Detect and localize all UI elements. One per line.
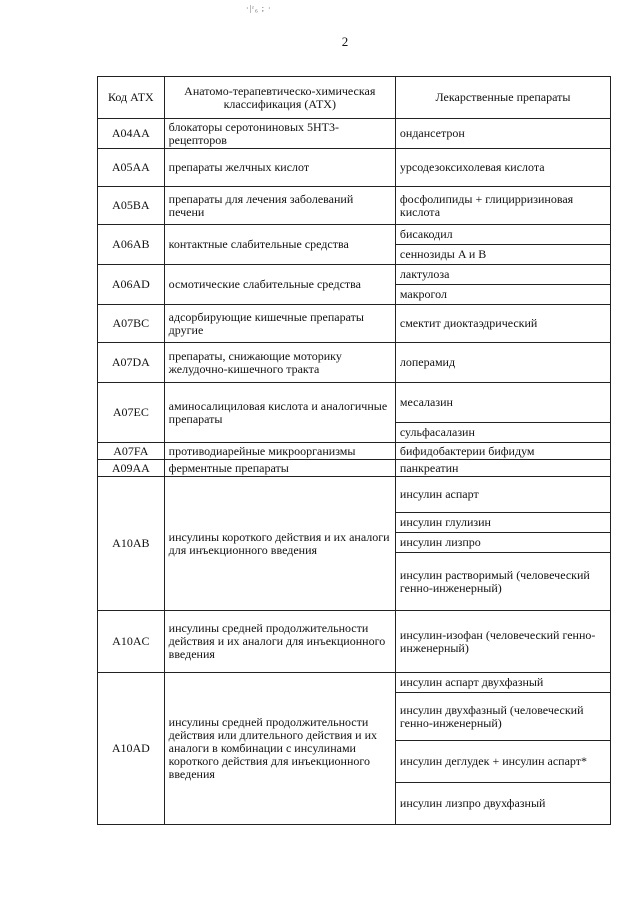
atx-classification: аминосалициловая кислота и аналогичные препараты	[164, 383, 395, 443]
drug-name: инсулин-изофан (человеческий генно-инженерный)	[395, 611, 610, 673]
page-number: 2	[341, 34, 349, 49]
atx-code: A06AD	[98, 265, 165, 305]
atx-code: A05AA	[98, 149, 165, 187]
table-row	[98, 119, 611, 149]
atx-code: A07EC	[98, 383, 165, 443]
atx-code: A10AD	[98, 673, 165, 825]
atx-classification: противодиарейные микроорганизмы	[164, 443, 395, 460]
table-row	[98, 149, 611, 187]
atx-classification: инсулины средней продолжительности действия и их аналоги для инъекционного введения	[164, 611, 395, 673]
atx-code: A10AB	[98, 477, 165, 611]
header-classification: Анатомо-терапевтическо-химическая классификация (АТХ)	[164, 77, 395, 119]
drug-name: месалазин	[395, 383, 610, 423]
table-row	[98, 187, 611, 225]
table-row	[98, 343, 611, 383]
table-row	[98, 305, 611, 343]
table-row	[98, 460, 611, 477]
atx-code: A05BA	[98, 187, 165, 225]
atx-code: A07DA	[98, 343, 165, 383]
atx-classification: препараты, снижающие моторику желудочно-кишечного тракта	[164, 343, 395, 383]
drug-name: смектит диоктаэдрический	[395, 305, 610, 343]
atx-classification: блокаторы серотониновых 5HT3-рецепторов	[164, 119, 395, 149]
atx-code: A06AB	[98, 225, 165, 265]
atx-table	[97, 76, 611, 825]
table-row	[98, 673, 611, 693]
atx-code: A04AA	[98, 119, 165, 149]
atx-code: A09AA	[98, 460, 165, 477]
drug-name: инсулин двухфазный (человеческий генно-инженерный)	[395, 693, 610, 741]
header-code: Код АТХ	[98, 77, 165, 119]
atx-code: A07BC	[98, 305, 165, 343]
drug-name: бифидобактерии бифидум	[395, 443, 610, 460]
atx-classification: инсулины средней продолжительности действия или длительного действия и их аналоги в комбинации с инсулинами короткого действия для инъекционного введения	[164, 673, 395, 825]
atx-classification: препараты желчных кислот	[164, 149, 395, 187]
table-row	[98, 225, 611, 245]
drug-name: инсулин глулизин	[395, 513, 610, 533]
drug-name: сульфасалазин	[395, 423, 610, 443]
table-row	[98, 443, 611, 460]
atx-code: A07FA	[98, 443, 165, 460]
drug-name: инсулин аспарт двухфазный	[395, 673, 610, 693]
atx-classification: препараты для лечения заболеваний печени	[164, 187, 395, 225]
table-row	[98, 611, 611, 673]
table-row	[98, 383, 611, 423]
drug-name: инсулин лизпро двухфазный	[395, 783, 610, 825]
table-row	[98, 265, 611, 285]
drug-name: фосфолипиды + глицирризиновая кислота	[395, 187, 610, 225]
scan-mark: ·|ʳ₆ ; ·	[246, 4, 272, 13]
atx-classification: контактные слабительные средства	[164, 225, 395, 265]
atx-classification: осмотические слабительные средства	[164, 265, 395, 305]
atx-classification: инсулины короткого действия и их аналоги для инъекционного введения	[164, 477, 395, 611]
drug-name: лактулоза	[395, 265, 610, 285]
drug-name: бисакодил	[395, 225, 610, 245]
atx-classification: адсорбирующие кишечные препараты другие	[164, 305, 395, 343]
drug-name: инсулин растворимый (человеческий генно-инженерный)	[395, 553, 610, 611]
atx-code: A10AC	[98, 611, 165, 673]
drug-name: сеннозиды A и B	[395, 245, 610, 265]
drug-name: макрогол	[395, 285, 610, 305]
drug-name: ондансетрон	[395, 119, 610, 149]
drug-name: инсулин аспарт	[395, 477, 610, 513]
table-row	[98, 477, 611, 513]
header-drugs: Лекарственные препараты	[395, 77, 610, 119]
drug-name: лоперамид	[395, 343, 610, 383]
drug-name: панкреатин	[395, 460, 610, 477]
drug-name: урсодезоксихолевая кислота	[395, 149, 610, 187]
drug-name: инсулин лизпро	[395, 533, 610, 553]
drug-name: инсулин деглудек + инсулин аспарт*	[395, 741, 610, 783]
atx-classification: ферментные препараты	[164, 460, 395, 477]
